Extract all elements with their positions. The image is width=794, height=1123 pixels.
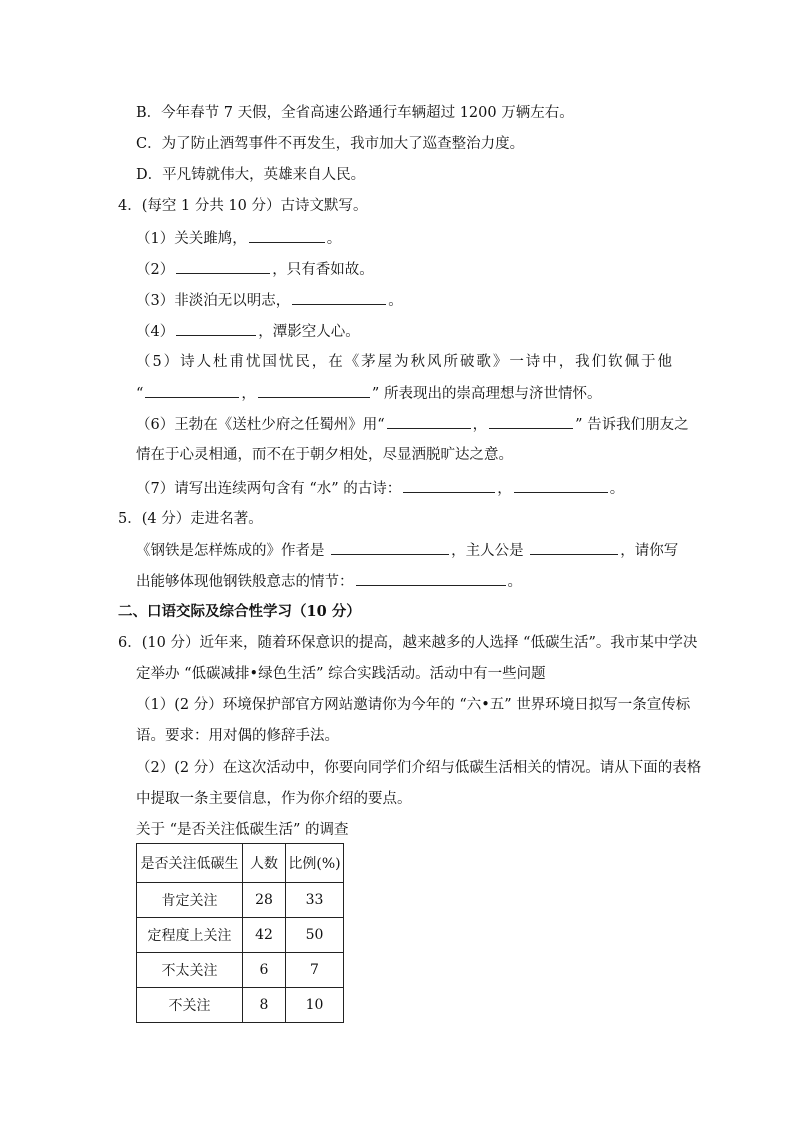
q4-item-1 [136, 228, 341, 249]
answer-blank[interactable] [145, 383, 239, 398]
q4-item-3-text: （3）非淡泊无以明志， [136, 293, 291, 309]
q4-item-1-text: （1）关关雎鸠， [136, 231, 247, 247]
answer-blank[interactable] [403, 478, 495, 493]
table-cell: 42 [243, 918, 286, 953]
q4-item-5-quote-open: “ [136, 386, 144, 402]
q6-line2: 定举办 “低碳减排•绿色生活” 综合实践活动。活动中有一些问题 [136, 666, 546, 682]
table-header-row [137, 844, 344, 883]
option-d: D．平凡铸就伟大，英雄来自人民。 [136, 167, 366, 183]
section-heading: 二、口语交际及综合性学习（10 分） [118, 603, 361, 620]
table-row [137, 918, 344, 953]
q6-sub1-line1: （1）(2 分）环境保护部官方网站邀请你为今年的 “六•五” 世界环境日拟写一条宣传标 [136, 697, 691, 713]
table-cell: 33 [286, 883, 344, 918]
table-cell: 肯定关注 [137, 883, 243, 918]
q6-sub2-line1: （2）(2 分）在这次活动中，你要向同学们介绍与低碳生活相关的情况。请从下面的表格 [136, 760, 702, 776]
table-cell: 10 [286, 988, 344, 1023]
q4-item-2 [136, 259, 374, 280]
answer-blank[interactable] [489, 414, 573, 429]
q4-item-7-end: 。 [609, 481, 625, 497]
answer-blank[interactable] [176, 321, 256, 336]
table-header-cell: 是否关注低碳生 [137, 844, 243, 883]
q6-sub2-line2: 中提取一条主要信息，作为你介绍的要点。 [136, 791, 412, 807]
q4-item-4-prefix: （4） [136, 324, 175, 340]
q5-line2-end: 。 [507, 574, 522, 590]
q6-line1: 6．(10 分）近年来，随着环保意识的提高，越来越多的人选择 “低碳生活”。我市某中学决 [118, 635, 698, 651]
table-header-cell: 人数 [243, 844, 286, 883]
q4-item-3-end: 。 [388, 293, 403, 309]
table-cell: 不关注 [137, 988, 243, 1023]
q4-item-7-text: （7）请写出连续两句含有 “水” 的古诗： [136, 481, 402, 497]
q5-plot-text: 出能够体现他钢铁般意志的情节： [136, 574, 354, 590]
answer-blank[interactable] [514, 478, 608, 493]
q4-item-2-prefix: （2） [136, 262, 175, 278]
q5-author-text: 《钢铁是怎样炼成的》作者是 [136, 543, 330, 559]
q5-line1 [136, 540, 678, 561]
q4-item-5-comma: ， [241, 386, 256, 402]
q4-item-5-line1: （5）诗人杜甫忧国忧民，在《茅屋为秋风所破歌》一诗中，我们钦佩于他 [136, 354, 672, 370]
q4-item-1-end: 。 [326, 231, 342, 247]
q4-item-2-text: ，只有香如故。 [272, 262, 374, 278]
q5-line1-end: ，请你写 [620, 543, 679, 559]
q5-hero-text: ，主人公是 [451, 543, 529, 559]
answer-blank[interactable] [530, 540, 618, 555]
q4-item-5-text: ” 所表现出的崇高理想与济世情怀。 [371, 386, 602, 402]
q6-sub1-line2: 语。要求：用对偶的修辞手法。 [136, 728, 339, 744]
q4-item-6-text: （6）王勃在《送杜少府之任蜀州》用“ [136, 417, 385, 433]
table-row [137, 953, 344, 988]
answer-blank[interactable] [356, 571, 506, 586]
table-row [137, 883, 344, 918]
q4-item-7-comma: ， [497, 481, 512, 497]
answer-blank[interactable] [258, 383, 370, 398]
table-header-cell: 比例(%) [286, 844, 344, 883]
q4-item-6-text-end: ” 告诉我们朋友之 [575, 417, 689, 433]
table-row [137, 988, 344, 1023]
answer-blank[interactable] [331, 540, 449, 555]
table-cell: 28 [243, 883, 286, 918]
survey-table [136, 843, 344, 1023]
table-cell: 8 [243, 988, 286, 1023]
q4-item-7 [136, 478, 624, 499]
answer-blank[interactable] [249, 228, 325, 243]
q4-item-5-line2 [136, 383, 601, 404]
answer-blank[interactable] [292, 290, 386, 305]
q4-item-4 [136, 321, 360, 342]
option-c: C．为了防止酒驾事件不再发生，我市加大了巡查整治力度。 [136, 136, 525, 152]
q5-title: 5．(4 分）走进名著。 [118, 511, 263, 527]
q4-item-6-line1 [136, 414, 689, 435]
table-cell: 50 [286, 918, 344, 953]
q5-line2 [136, 571, 522, 592]
answer-blank[interactable] [387, 414, 471, 429]
q4-item-6-comma: ， [472, 417, 488, 433]
q4-item-6-line2: 情在于心灵相通，而不在于朝夕相处，尽显洒脱旷达之意。 [136, 447, 513, 463]
table-cell: 6 [243, 953, 286, 988]
q4-item-4-text: ，潭影空人心。 [258, 324, 360, 340]
table-cell: 7 [286, 953, 344, 988]
q4-item-3 [136, 290, 403, 311]
option-b: B．今年春节 7 天假，全省高速公路通行车辆超过 1200 万辆左右。 [136, 105, 574, 121]
table-cell: 不太关注 [137, 953, 243, 988]
answer-blank[interactable] [176, 259, 270, 274]
q4-title: 4．(每空 1 分共 10 分）古诗文默写。 [118, 198, 368, 214]
table-caption: 关于 “是否关注低碳生活” 的调查 [136, 822, 349, 838]
table-cell: 定程度上关注 [137, 918, 243, 953]
